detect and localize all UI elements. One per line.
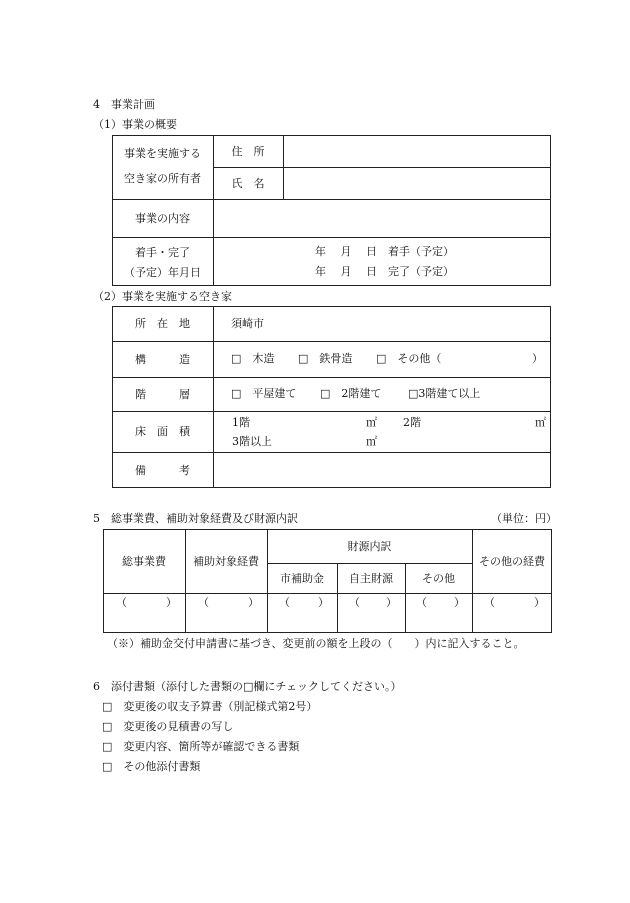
section-4-heading: 4 事業計画 [93, 98, 155, 111]
floors-option-single[interactable]: □ 平屋建て [231, 387, 297, 400]
section-4-1-heading: （1）事業の概要 [93, 118, 177, 131]
start-date-line[interactable]: 年 月 日 着手（予定） [315, 245, 454, 258]
owner-label-line2: 空き家の所有者 [124, 171, 201, 185]
section-4-2-heading: （2）事業を実施する空き家 [93, 290, 232, 303]
structure-other-close-paren: ） [532, 352, 543, 365]
col-total-header: 総事業費 [122, 554, 166, 568]
address-label: 住 所 [231, 144, 265, 158]
col-other-expense-header: その他の経費 [479, 554, 545, 568]
other-paren-open: （ [416, 596, 427, 609]
budget-note: （※）補助金交付申請書に基づき、変更前の額を上段の（ ）内に記入すること。 [107, 637, 525, 650]
attachment-item-estimate[interactable]: □ 変更後の見積書の写し [102, 720, 234, 733]
owner-label-line1: 事業を実施する [124, 146, 201, 160]
area-second-floor-label: 2階 [403, 416, 421, 429]
city-paren-close: ） [318, 596, 329, 609]
remarks-field[interactable] [213, 452, 551, 488]
content-field[interactable] [213, 199, 551, 237]
remarks-label: 備 考 [135, 463, 190, 477]
unit-label: （単位：円） [491, 512, 557, 525]
city-paren-open: （ [279, 596, 290, 609]
name-label: 氏 名 [231, 176, 265, 190]
attachment-item-other[interactable]: □ その他添付書類 [102, 760, 201, 773]
col-city-header: 市補助金 [280, 571, 324, 585]
total-paren-open: （ [116, 596, 127, 609]
structure-option-wood[interactable]: □ 木造 [231, 352, 275, 365]
area-label: 床 面 積 [135, 425, 190, 438]
structure-option-other[interactable]: □ その他（ [376, 352, 442, 365]
own-paren-close: ） [386, 596, 397, 609]
area-unit-first: ㎡ [366, 416, 377, 429]
eligible-paren-open: （ [198, 596, 209, 609]
floors-option-two[interactable]: □ 2階建て [320, 387, 382, 400]
col-other-header: その他 [422, 571, 455, 585]
structure-label: 構 造 [135, 352, 190, 366]
location-label: 所 在 地 [135, 317, 190, 330]
total-paren-close: ） [166, 596, 177, 609]
structure-option-steel[interactable]: □ 鉄骨造 [298, 352, 353, 365]
other-paren-close: ） [454, 596, 465, 609]
area-unit-second: ㎡ [535, 416, 546, 429]
eligible-paren-close: ） [248, 596, 259, 609]
schedule-label-line2: （予定）年月日 [124, 265, 201, 279]
col-funding-header: 財源内訳 [347, 539, 392, 553]
area-unit-third: ㎡ [366, 435, 377, 448]
other-expense-paren-open: （ [484, 596, 495, 609]
schedule-label-line1: 着手・完了 [135, 245, 190, 259]
end-date-line[interactable]: 年 月 日 完了（予定） [315, 265, 454, 278]
section-6-heading: 6 添付書類（添付した書類の□欄にチェックしてください。） [93, 680, 402, 693]
own-paren-open: （ [349, 596, 360, 609]
area-first-floor-label: 1階 [232, 416, 250, 429]
area-third-floor-label: 3階以上 [232, 435, 272, 448]
col-eligible-header: 補助対象経費 [193, 554, 259, 568]
attachment-item-budget[interactable]: □ 変更後の収支予算書（別記様式第2号） [102, 700, 318, 713]
name-field[interactable] [283, 167, 551, 199]
floors-label: 階 層 [135, 387, 190, 401]
floors-option-three-plus[interactable]: □3階建て以上 [408, 387, 481, 400]
other-expense-paren-close: ） [534, 596, 545, 609]
section-5-heading: 5 総事業費、補助対象経費及び財源内訳 [93, 512, 298, 525]
address-field[interactable] [283, 135, 551, 167]
content-label: 事業の内容 [135, 211, 190, 225]
col-own-header: 自主財源 [349, 571, 393, 585]
attachment-item-change-docs[interactable]: □ 変更内容、箇所等が確認できる書類 [102, 740, 300, 753]
location-value[interactable]: 須崎市 [231, 317, 264, 330]
